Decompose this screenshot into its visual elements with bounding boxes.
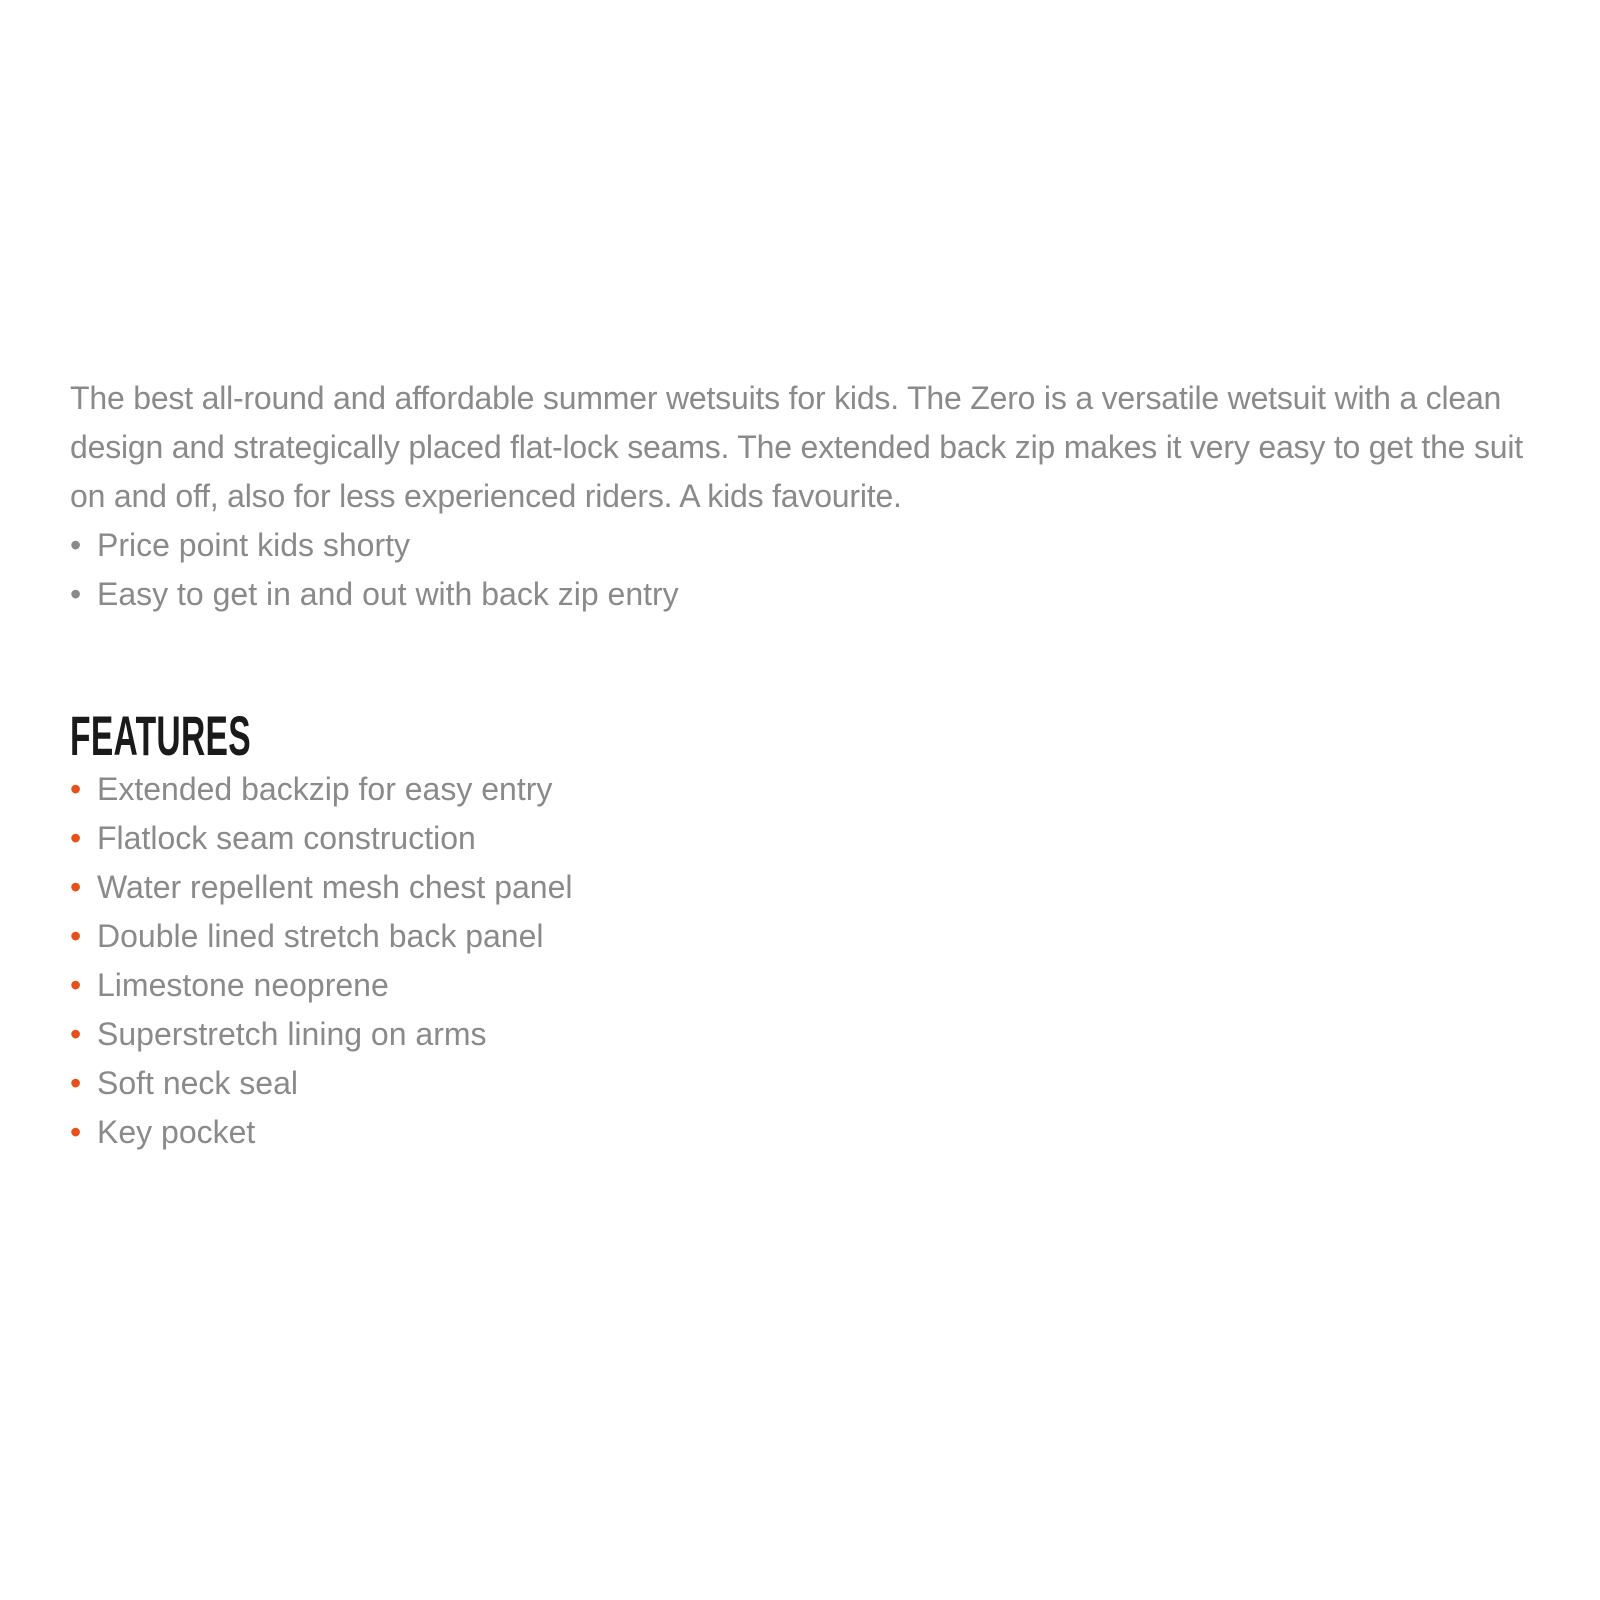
feature-item-label: Superstretch lining on arms [97,1016,487,1052]
bullet-icon: • [70,1065,82,1101]
feature-item [70,961,1530,1010]
bullet-icon: • [70,1016,82,1052]
feature-item-label: Flatlock seam construction [97,820,476,856]
feature-item [70,765,1530,814]
feature-item [70,1010,1530,1059]
highlight-item-label: Easy to get in and out with back zip entry [97,576,679,612]
highlight-item [70,521,1530,570]
feature-item [70,863,1530,912]
feature-item-label: Limestone neoprene [97,967,389,1003]
bullet-icon: • [70,576,82,612]
bullet-icon: • [70,527,82,563]
features-heading [70,704,1530,767]
feature-item-label: Extended backzip for easy entry [97,771,553,807]
feature-item-label: Soft neck seal [97,1065,298,1101]
highlight-item-label: Price point kids shorty [97,527,411,563]
bullet-icon: • [70,820,82,856]
feature-item [70,1059,1530,1108]
feature-item-label: Water repellent mesh chest panel [97,869,573,905]
highlights-list [70,521,1530,619]
bullet-icon: • [70,771,82,807]
product-description-paragraph: The best all-round and affordable summer wetsuits for kids. The Zero is a versatile wetsuit with a clean design and strategically placed flat-lock seams. The extended back zip makes it very easy to get the suit on and off, also for less experienced riders. A kids favourite. [70,380,1523,514]
feature-item [70,1108,1530,1157]
product-description-section [70,374,1530,1157]
bullet-icon: • [70,869,82,905]
bullet-icon: • [70,918,82,954]
feature-item [70,912,1530,961]
feature-item [70,814,1530,863]
feature-item-label: Double lined stretch back panel [97,918,544,954]
bullet-icon: • [70,967,82,1003]
feature-item-label: Key pocket [97,1114,256,1150]
bullet-icon: • [70,1114,82,1150]
highlight-item [70,570,1530,619]
features-heading-text: FEATURES [70,704,251,767]
features-list [70,765,1530,1157]
